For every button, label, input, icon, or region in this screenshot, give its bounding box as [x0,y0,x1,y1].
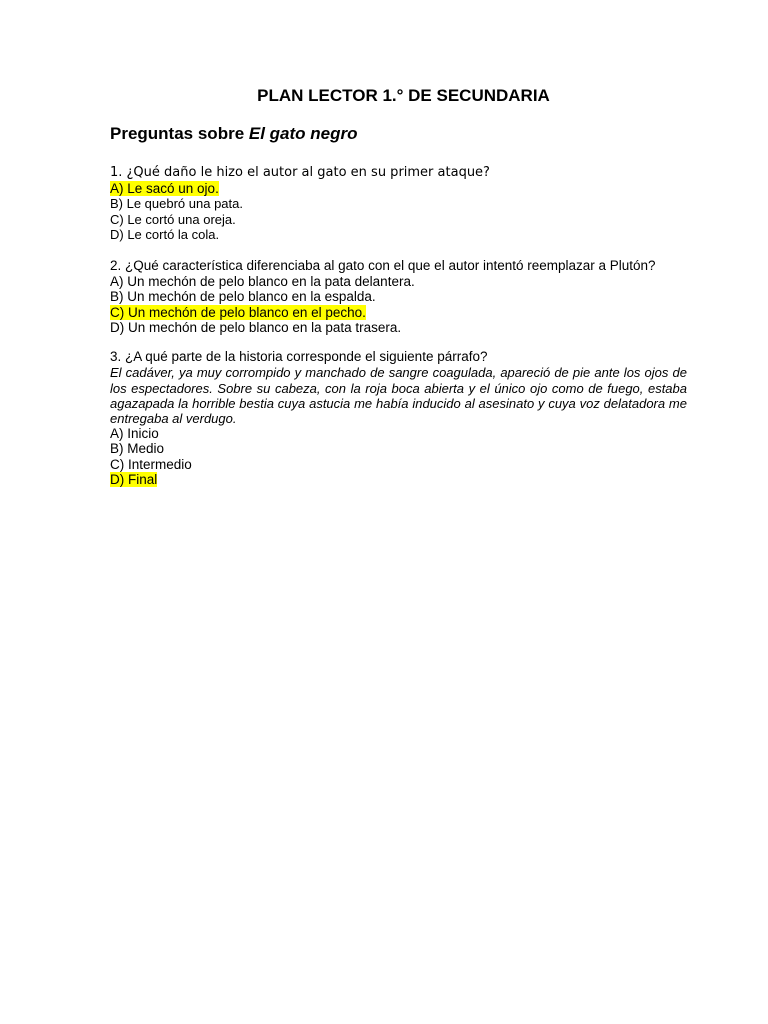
question-3-option-c: C) Intermedio [110,456,192,472]
question-1 [110,165,687,242]
question-1-text: 1. ¿Qué daño le hizo el autor al gato en su primer ataque? [110,165,490,180]
question-3-option-b: B) Medio [110,441,165,457]
book-title: El gato negro [248,124,358,143]
answer-highlight: A) Le sacó un ojo. [110,181,219,196]
question-3 [110,349,687,487]
question-2-text: 2. ¿Qué característica diferenciaba al gato con el que el autor intentó reemplazar a Plutón? [110,258,656,274]
document-title: PLAN LECTOR 1.° DE SECUNDARIA [257,86,550,105]
question-2-option-b: B) Un mechón de pelo blanco en la espalda. [110,289,376,305]
question-1-option-a [110,181,687,196]
question-2-option-d: D) Un mechón de pelo blanco en la pata trasera. [110,320,402,336]
question-2-option-a: A) Un mechón de pelo blanco en la pata delantera. [110,274,415,290]
quoted-passage: El cadáver, ya muy corrompido y manchado de sangre coagulada, apareció de pie ante los ojos de los espectadores. Sobre su cabeza, con la roja boca abierta y el único ojo como de fuego, estaba agazapada la horrible bestia cuya astucia me había inducido al asesinato y cuya voz delatadora me entregaba al verdugo. [110,365,687,426]
answer-highlight: C) Un mechón de pelo blanco en el pecho. [110,304,366,320]
question-2-option-c [110,305,687,320]
document-page [110,86,687,487]
question-1-option-d: D) Le cortó la cola. [110,226,220,242]
answer-highlight: D) Final [110,472,158,488]
question-1-option-b: B) Le quebró una pata. [110,196,243,212]
question-1-option-c: C) Le cortó una oreja. [110,211,236,227]
question-3-option-d [110,472,687,487]
subtitle-prefix: Preguntas sobre [110,124,249,143]
question-3-option-a: A) Inicio [110,426,159,442]
section-subtitle [110,124,687,144]
question-3-text: 3. ¿A qué parte de la historia corresponde el siguiente párrafo? [110,349,488,365]
question-2 [110,258,687,335]
